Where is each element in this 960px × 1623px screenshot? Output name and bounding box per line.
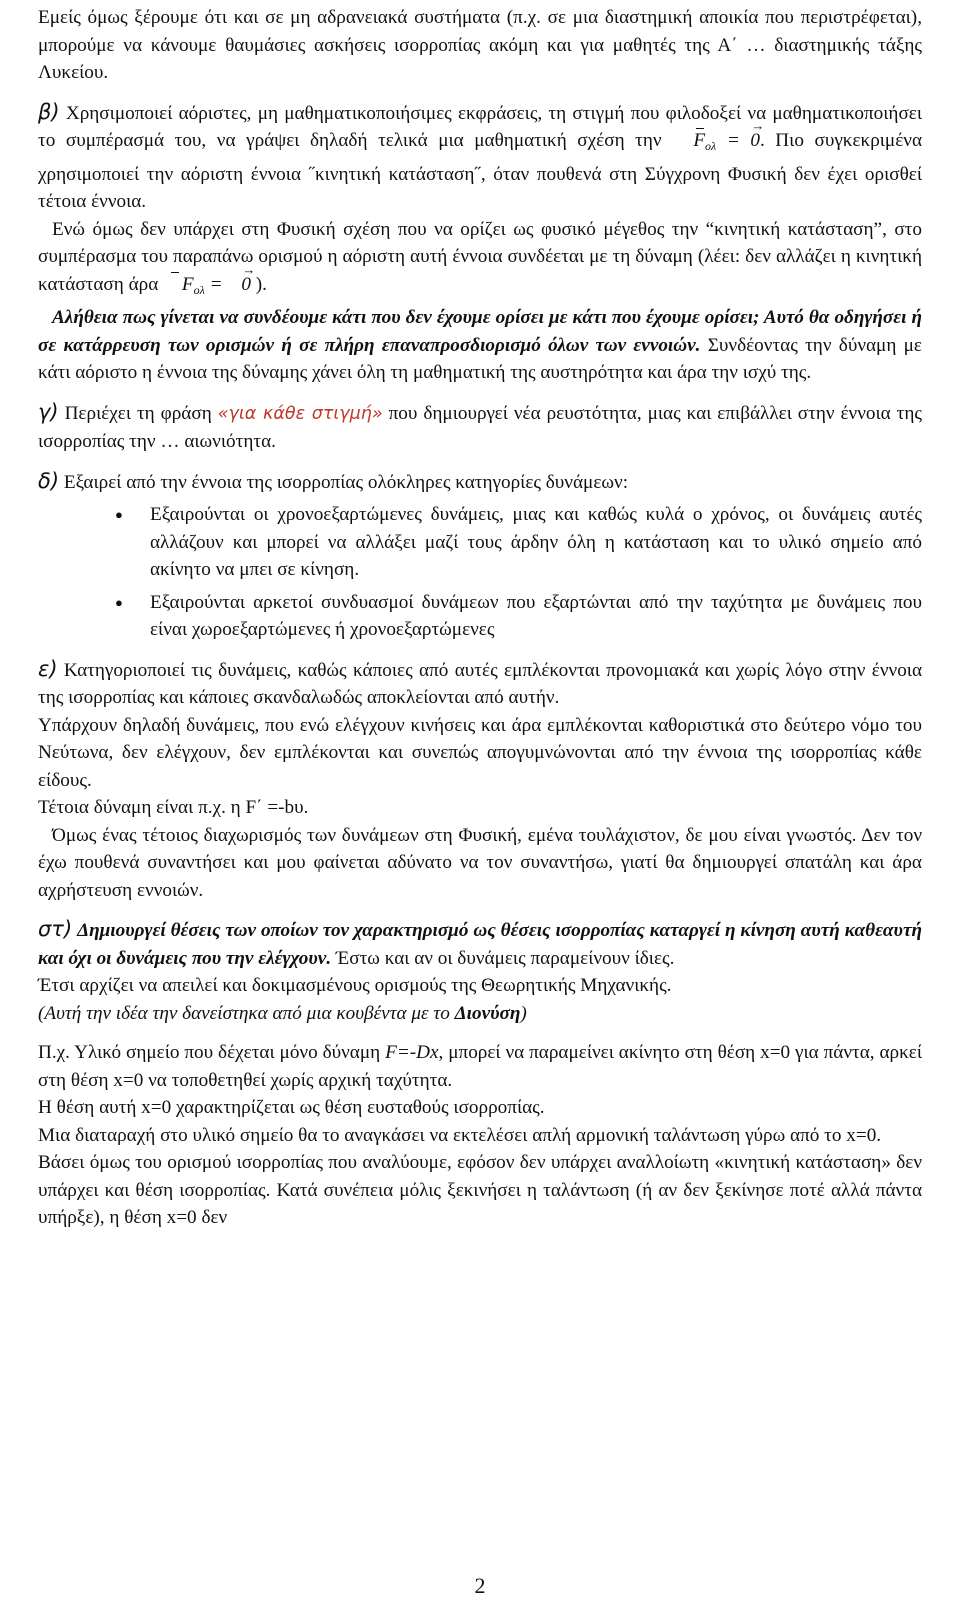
beta-text-b: . Πιο συγκεκριμένα χρησιμοποιεί την αόριστη έννοια ˝κινητική κατάσταση˝, όταν πουθενά στη Σύγχρονη Φυσική δεν έχει ορισθεί τέτοια έννοια. — [38, 130, 923, 212]
gamma-phrase: «για κάθε στιγμή» — [217, 403, 383, 424]
section-marker-beta: β) — [38, 99, 60, 124]
formula-equals: = — [716, 130, 751, 151]
epsilon-text: Κατηγοριοποιεί τις δυνάμεις, καθώς κάποιες από αυτές εμπλέκονται προνομιακά και χωρίς λόγο στην έννοια της ισορροπίας και κάποιες σκανδαλωδώς αποκλείονται από αυτήν. — [38, 659, 923, 708]
section-marker-delta: δ) — [38, 468, 60, 493]
list-item: ● Εξαιρούνται αρκετοί συνδυασμοί δυνάμεων που εξαρτώνται από την ταχύτητα με δυνάμεις που είναι χωροεξαρτώμενες ή χρονοεξαρτώμενες — [150, 589, 922, 644]
stigma-note-name: Διονύση — [454, 1002, 521, 1024]
section-marker-gamma: γ) — [38, 399, 59, 424]
beta-p2-text-b: ). — [255, 273, 267, 295]
section-marker-epsilon: ε) — [38, 656, 58, 681]
vector-zero-2: → 0 — [227, 271, 251, 299]
stigma-note — [38, 1000, 922, 1028]
example-force: F=-Dx — [385, 1042, 439, 1063]
example-p4: Βάσει όμως του ορισμού ισορροπίας που αναλύουμε, εφόσον δεν υπάρχει αναλλοίωτη «κινητική κατάσταση» δεν υπάρχει και θέση ισορροπίας. Κατά συνέπεια μόλις ξεκινήσει η ταλάντωση (ή αν δεν ξεκίνησε ποτέ αλλά πάντα υπήρξε), η θέση x=0 δεν — [38, 1152, 922, 1228]
section-beta-p3 — [38, 304, 922, 387]
page-number: 2 — [474, 1573, 486, 1598]
gamma-text-a: Περιέχει τη φράση — [64, 402, 218, 424]
epsilon-p3: Τέτοια δύναμη είναι π.χ. η F΄ =-bυ. — [38, 797, 309, 818]
delta-text: Εξαιρεί από την έννοια της ισορροπίας ολόκληρες κατηγορίες δυνάμεων: — [63, 471, 629, 493]
delta-bullet-list — [38, 501, 922, 644]
beta-text-a: Χρησιμοποιεί αόριστες, μη μαθηματικοποιήσιμες εκφράσεις, τη στιγμή που φιλοδοξεί να μαθηματικοποιήσει το συμπέρασμά του, να γράψει δηλαδή τελικά μια μαθηματική σχέση την — [38, 102, 923, 151]
gamma-text-b: που δημιουργεί νέα ρευστότητα, μιας και επιβάλλει στην έννοια της ισορροπίας την … αιωνιότητα. — [38, 402, 923, 452]
document-page — [38, 4, 922, 1232]
section-marker-stigma: στ) — [38, 917, 73, 941]
stigma-note-a: (Αυτή την ιδέα την δανείστηκα από μια κουβέντα με το — [38, 1002, 455, 1024]
section-beta-p2 — [38, 216, 922, 305]
example-p2: Η θέση αυτή x=0 χαρακτηρίζεται ως θέση ευσταθούς ισορροπίας. — [38, 1097, 545, 1118]
vector-f-2: F — [168, 271, 194, 299]
intro-paragraph: Εμείς όμως ξέρουμε ότι και σε μη αδρανειακά συστήματα (π.χ. σε μια διαστημική αποικία που περιστρέφεται), μπορούμε να κάνουμε θαυμάσιες ασκήσεις ισορροπίας ακόμη και για μαθητές της Α΄ … διαστημικής τάξης Λυκείου. — [38, 7, 922, 83]
example-p1-b: , μπορεί να παραμείνει ακίνητο στη θέση x=0 για πάντα, αρκεί στη θέση x=0 να τοποθετηθεί χωρίς αρχική ταχύτητα. — [38, 1042, 923, 1091]
section-beta-p1 — [38, 99, 922, 216]
stigma-rest: Έστω και αν οι δυνάμεις παραμείνουν ίδιες. — [331, 947, 675, 969]
stigma-p2: Έτσι αρχίζει να απειλεί και δοκιμασμένους ορισμούς της Θεωρητικής Μηχανικής. — [38, 975, 672, 996]
example-p1 — [38, 1039, 922, 1094]
vector-f: F — [693, 127, 705, 155]
example-p1-a: Π.χ. Υλικό σημείο που δέχεται μόνο δύναμη — [38, 1042, 386, 1063]
section-delta — [38, 468, 922, 497]
epsilon-p2: Υπάρχουν δηλαδή δυνάμεις, που ενώ ελέγχουν κινήσεις και άρα εμπλέκονται καθοριστικά στο δεύτερο νόμο του Νεύτωνα, δεν ελέγχουν, δεν εμπλέκονται και συνεπώς απογυμνώνονται από την έννοια της ισορροπίας κάθε είδους. — [38, 714, 922, 791]
vector-zero: → 0 — [750, 127, 760, 155]
beta-p3-rest: Συνδέοντας την δύναμη με κάτι αόριστο η έννοια της δύναμης χάνει όλη τη μαθηματική της αυστηρότητα και άρα την ισχύ της. — [38, 334, 922, 383]
beta-p2-text-a: Ενώ όμως δεν υπάρχει στη Φυσική σχέση που να ορίζει ως φυσικό μέγεθος την “κινητική κατάσταση”, στο συμπέρασμα του παραπάνω ορισμού η αόριστη αυτή έννοια συνδέεται με τη δύναμη (λέει: δεν αλλάζει η κινητική κατάσταση άρα — [38, 218, 922, 295]
epsilon-p4: Όμως ένας τέτοιος διαχωρισμός των δυνάμεων στη Φυσική, εμένα τουλάχιστον, δε μου είναι γνωστός. Δεν τον έχω πουθενά συναντήσει και μου φαίνεται αδύνατο να τον συναντήσω, γιατί θα δημιουργεί σπατάλη και άρα αχρήστευση εννοιών. — [38, 824, 922, 901]
stigma-note-b: ) — [520, 1002, 527, 1024]
beta-bold-question: Αλήθεια πως γίνεται να συνδέουμε κάτι που δεν έχουμε ορίσει με κάτι που έχουμε ορίσει; Αυτό θα οδηγήσει ή σε κατάρρευση των ορισμών ή σε πλήρη επαναπροσδιορισμό όλων των εννοιών. — [38, 307, 922, 356]
subscript-ol: ολ — [705, 139, 717, 153]
formula-f-total-zero — [672, 130, 760, 151]
list-item: ● Εξαιρούνται οι χρονοεξαρτώμενες δυνάμεις, μιας και καθώς κυλά ο χρόνος, οι δυνάμεις αυτές αλλάζουν και μπορεί να αλλάξει μαζί τους άρδην όλη η κατάσταση και το υλικό σημείο από ακίνητο να μπει σε κίνηση. — [150, 501, 922, 584]
section-stigma — [38, 916, 922, 972]
stigma-bold: Δημιουργεί θέσεις των οποίων τον χαρακτηρισμό ως θέσεις ισορροπίας καταργεί η κίνηση αυτή καθεαυτή και όχι οι δυνάμεις που την ελέγχουν. — [38, 920, 922, 969]
formula-f-total-zero-2 — [163, 274, 251, 295]
example-p3: Μια διαταραχή στο υλικό σημείο θα το αναγκάσει να εκτελέσει απλή αρμονική ταλάντωση γύρω από το x=0. — [38, 1124, 882, 1146]
section-epsilon-p1 — [38, 656, 922, 712]
subscript-ol-2: ολ — [193, 282, 205, 297]
section-gamma — [38, 399, 922, 456]
formula-equals-2: = — [204, 273, 228, 295]
